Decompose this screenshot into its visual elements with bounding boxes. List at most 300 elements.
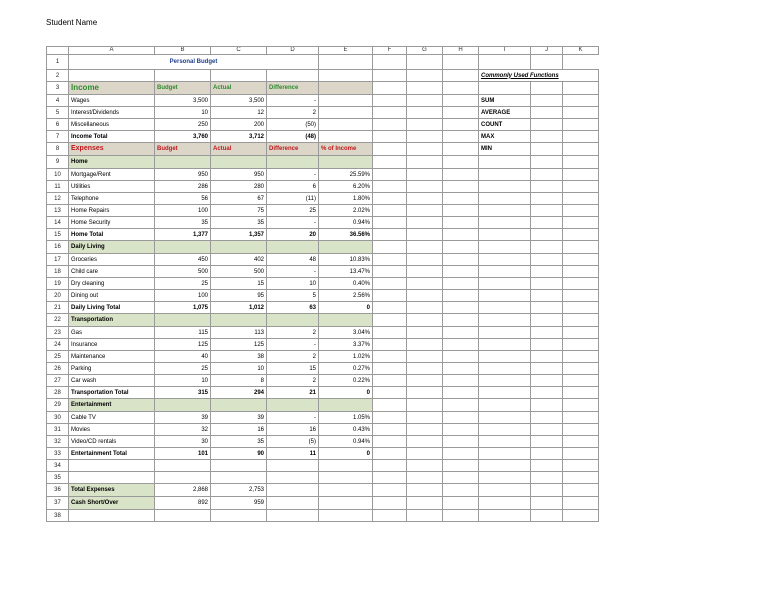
cell-f13[interactable] (373, 205, 407, 217)
cell-d2[interactable] (267, 70, 319, 82)
cell-j26[interactable] (531, 363, 563, 375)
cell-g38[interactable] (407, 510, 443, 522)
cell-h27[interactable] (443, 375, 479, 387)
cell-f34[interactable] (373, 460, 407, 472)
cell-j16[interactable] (531, 241, 563, 254)
cell-d21[interactable]: 63 (267, 302, 319, 314)
row-header[interactable]: 30 (47, 412, 69, 424)
cell-c3[interactable]: Actual (211, 82, 267, 95)
cell-e4[interactable] (319, 95, 373, 107)
cell-a6[interactable]: Miscellaneous (69, 119, 155, 131)
cell-a20[interactable]: Dining out (69, 290, 155, 302)
cell-f27[interactable] (373, 375, 407, 387)
cell-e16[interactable] (319, 241, 373, 254)
cell-h10[interactable] (443, 169, 479, 181)
cell-i22[interactable] (479, 314, 531, 327)
cell-d28[interactable]: 21 (267, 387, 319, 399)
cell-i12[interactable] (479, 193, 531, 205)
cell-f32[interactable] (373, 436, 407, 448)
cell-h13[interactable] (443, 205, 479, 217)
cell-a10[interactable]: Mortgage/Rent (69, 169, 155, 181)
cell-a15[interactable]: Home Total (69, 229, 155, 241)
cell-a19[interactable]: Dry cleaning (69, 278, 155, 290)
function-average[interactable]: AVERAGE (479, 107, 531, 119)
cell-f24[interactable] (373, 339, 407, 351)
cell-b12[interactable]: 56 (155, 193, 211, 205)
cell-a3[interactable]: Income (69, 82, 155, 95)
cell-c14[interactable]: 35 (211, 217, 267, 229)
cell-k35[interactable] (563, 472, 599, 484)
cell-d26[interactable]: 15 (267, 363, 319, 375)
cell-f1[interactable] (319, 55, 373, 70)
cell-g32[interactable] (407, 436, 443, 448)
cell-g1[interactable] (373, 55, 407, 70)
cell-c13[interactable]: 75 (211, 205, 267, 217)
cell-g34[interactable] (407, 460, 443, 472)
cell-g31[interactable] (407, 424, 443, 436)
cell-i14[interactable] (479, 217, 531, 229)
cell-k6[interactable] (563, 119, 599, 131)
cell-c24[interactable]: 125 (211, 339, 267, 351)
cell-d22[interactable] (267, 314, 319, 327)
cell-e10[interactable]: 25.59% (319, 169, 373, 181)
cell-e2[interactable] (319, 70, 373, 82)
cell-f20[interactable] (373, 290, 407, 302)
functions-heading[interactable]: Commonly Used Functions (479, 70, 599, 82)
cell-k12[interactable] (563, 193, 599, 205)
cell-d24[interactable]: - (267, 339, 319, 351)
row-header[interactable]: 21 (47, 302, 69, 314)
cell-f36[interactable] (373, 484, 407, 497)
row-header[interactable]: 36 (47, 484, 69, 497)
cell-h19[interactable] (443, 278, 479, 290)
cell-f10[interactable] (373, 169, 407, 181)
cell-e9[interactable] (319, 156, 373, 169)
cell-c2[interactable] (211, 70, 267, 82)
row-header[interactable]: 33 (47, 448, 69, 460)
cell-g27[interactable] (407, 375, 443, 387)
row-header[interactable]: 3 (47, 82, 69, 95)
row-header[interactable]: 22 (47, 314, 69, 327)
cell-j23[interactable] (531, 327, 563, 339)
cell-h14[interactable] (443, 217, 479, 229)
row-header[interactable]: 38 (47, 510, 69, 522)
cell-k18[interactable] (563, 266, 599, 278)
cell-g10[interactable] (407, 169, 443, 181)
row-header[interactable]: 15 (47, 229, 69, 241)
cell-a13[interactable]: Home Repairs (69, 205, 155, 217)
cell-g22[interactable] (407, 314, 443, 327)
cell-c17[interactable]: 402 (211, 254, 267, 266)
cell-e32[interactable]: 0.94% (319, 436, 373, 448)
cell-j37[interactable] (531, 497, 563, 510)
cell-k1[interactable] (531, 55, 563, 70)
cell-a24[interactable]: Insurance (69, 339, 155, 351)
cell-a28[interactable]: Transportation Total (69, 387, 155, 399)
row-header[interactable]: 26 (47, 363, 69, 375)
cell-j27[interactable] (531, 375, 563, 387)
cell-e37[interactable] (319, 497, 373, 510)
cell-g18[interactable] (407, 266, 443, 278)
cell-e7[interactable] (319, 131, 373, 143)
cell-h32[interactable] (443, 436, 479, 448)
cell-b27[interactable]: 10 (155, 375, 211, 387)
cell-a17[interactable]: Groceries (69, 254, 155, 266)
cell-c21[interactable]: 1,012 (211, 302, 267, 314)
cell-i23[interactable] (479, 327, 531, 339)
row-header[interactable]: 6 (47, 119, 69, 131)
cell-b31[interactable]: 32 (155, 424, 211, 436)
cell-h7[interactable] (443, 131, 479, 143)
cell-d13[interactable]: 25 (267, 205, 319, 217)
cell-f12[interactable] (373, 193, 407, 205)
cell-b2[interactable] (155, 70, 211, 82)
row-header[interactable]: 25 (47, 351, 69, 363)
cell-d30[interactable]: - (267, 412, 319, 424)
cell-j19[interactable] (531, 278, 563, 290)
cell-i13[interactable] (479, 205, 531, 217)
cell-h36[interactable] (443, 484, 479, 497)
cell-d14[interactable]: - (267, 217, 319, 229)
cell-d7[interactable]: (48) (267, 131, 319, 143)
cell-e22[interactable] (319, 314, 373, 327)
cell-j4[interactable] (531, 95, 563, 107)
cell-j18[interactable] (531, 266, 563, 278)
cell-h37[interactable] (443, 497, 479, 510)
cell-i3[interactable] (479, 82, 531, 95)
cell-c6[interactable]: 200 (211, 119, 267, 131)
cell-c37[interactable]: 959 (211, 497, 267, 510)
cell-i20[interactable] (479, 290, 531, 302)
cell-j5[interactable] (531, 107, 563, 119)
cell-i32[interactable] (479, 436, 531, 448)
cell-f29[interactable] (373, 399, 407, 412)
row-header[interactable]: 2 (47, 70, 69, 82)
cell-b33[interactable]: 101 (155, 448, 211, 460)
cell-a18[interactable]: Child care (69, 266, 155, 278)
column-header-c[interactable]: C (211, 47, 267, 55)
cell-h20[interactable] (443, 290, 479, 302)
column-header-a[interactable]: A (69, 47, 155, 55)
cell-h23[interactable] (443, 327, 479, 339)
cell-b28[interactable]: 315 (155, 387, 211, 399)
cell-f17[interactable] (373, 254, 407, 266)
cell-k33[interactable] (563, 448, 599, 460)
cell-d15[interactable]: 20 (267, 229, 319, 241)
cell-a12[interactable]: Telephone (69, 193, 155, 205)
cell-g3[interactable] (407, 82, 443, 95)
cell-j33[interactable] (531, 448, 563, 460)
cell-i38[interactable] (479, 510, 531, 522)
cell-j6[interactable] (531, 119, 563, 131)
cell-b35[interactable] (155, 472, 211, 484)
cell-f38[interactable] (373, 510, 407, 522)
cell-e23[interactable]: 3.04% (319, 327, 373, 339)
cell-f15[interactable] (373, 229, 407, 241)
cell-j34[interactable] (531, 460, 563, 472)
cell-a37[interactable]: Cash Short/Over (69, 497, 155, 510)
cell-j3[interactable] (531, 82, 563, 95)
column-header-f[interactable]: F (373, 47, 407, 55)
cell-e18[interactable]: 13.47% (319, 266, 373, 278)
cell-a29[interactable]: Entertainment (69, 399, 155, 412)
cell-c5[interactable]: 12 (211, 107, 267, 119)
cell-g28[interactable] (407, 387, 443, 399)
cell-f33[interactable] (373, 448, 407, 460)
cell-g17[interactable] (407, 254, 443, 266)
cell-c10[interactable]: 950 (211, 169, 267, 181)
cell-k19[interactable] (563, 278, 599, 290)
cell-i26[interactable] (479, 363, 531, 375)
cell-b10[interactable]: 950 (155, 169, 211, 181)
cell-k16[interactable] (563, 241, 599, 254)
cell-b14[interactable]: 35 (155, 217, 211, 229)
cell-f19[interactable] (373, 278, 407, 290)
cell-k23[interactable] (563, 327, 599, 339)
cell-k13[interactable] (563, 205, 599, 217)
cell-j10[interactable] (531, 169, 563, 181)
cell-j14[interactable] (531, 217, 563, 229)
column-header-j[interactable]: J (531, 47, 563, 55)
cell-f18[interactable] (373, 266, 407, 278)
cell-g12[interactable] (407, 193, 443, 205)
cell-i27[interactable] (479, 375, 531, 387)
cell-e38[interactable] (319, 510, 373, 522)
cell-a34[interactable] (69, 460, 155, 472)
cell-b36[interactable]: 2,868 (155, 484, 211, 497)
cell-f2[interactable] (373, 70, 407, 82)
cell-h11[interactable] (443, 181, 479, 193)
cell-d36[interactable] (267, 484, 319, 497)
cell-g11[interactable] (407, 181, 443, 193)
cell-g13[interactable] (407, 205, 443, 217)
cell-k20[interactable] (563, 290, 599, 302)
cell-d16[interactable] (267, 241, 319, 254)
cell-h25[interactable] (443, 351, 479, 363)
cell-i34[interactable] (479, 460, 531, 472)
cell-f35[interactable] (373, 472, 407, 484)
cell-k31[interactable] (563, 424, 599, 436)
row-header[interactable]: 19 (47, 278, 69, 290)
cell-j22[interactable] (531, 314, 563, 327)
cell-e33[interactable]: 0 (319, 448, 373, 460)
cell-g14[interactable] (407, 217, 443, 229)
cell-g35[interactable] (407, 472, 443, 484)
cell-g9[interactable] (407, 156, 443, 169)
cell-k34[interactable] (563, 460, 599, 472)
cell-j15[interactable] (531, 229, 563, 241)
cell-j35[interactable] (531, 472, 563, 484)
cell-b15[interactable]: 1,377 (155, 229, 211, 241)
cell-c26[interactable]: 10 (211, 363, 267, 375)
cell-a22[interactable]: Transportation (69, 314, 155, 327)
row-header[interactable]: 35 (47, 472, 69, 484)
cell-e3[interactable] (319, 82, 373, 95)
cell-d34[interactable] (267, 460, 319, 472)
cell-a35[interactable] (69, 472, 155, 484)
cell-j29[interactable] (531, 399, 563, 412)
row-header[interactable]: 9 (47, 156, 69, 169)
cell-h16[interactable] (443, 241, 479, 254)
row-header[interactable]: 37 (47, 497, 69, 510)
cell-c34[interactable] (211, 460, 267, 472)
cell-g19[interactable] (407, 278, 443, 290)
cell-e28[interactable]: 0 (319, 387, 373, 399)
cell-a33[interactable]: Entertainment Total (69, 448, 155, 460)
cell-b3[interactable]: Budget (155, 82, 211, 95)
column-header-i[interactable]: I (479, 47, 531, 55)
cell-k26[interactable] (563, 363, 599, 375)
row-header[interactable]: 23 (47, 327, 69, 339)
cell-e20[interactable]: 2.56% (319, 290, 373, 302)
cell-d20[interactable]: 5 (267, 290, 319, 302)
cell-d5[interactable]: 2 (267, 107, 319, 119)
cell-f6[interactable] (373, 119, 407, 131)
cell-h2[interactable] (443, 70, 479, 82)
cell-c29[interactable] (211, 399, 267, 412)
cell-b30[interactable]: 39 (155, 412, 211, 424)
cell-f4[interactable] (373, 95, 407, 107)
column-header-e[interactable]: E (319, 47, 373, 55)
cell-d33[interactable]: 11 (267, 448, 319, 460)
cell-f16[interactable] (373, 241, 407, 254)
row-header[interactable]: 31 (47, 424, 69, 436)
cell-h17[interactable] (443, 254, 479, 266)
cell-k4[interactable] (563, 95, 599, 107)
cell-b17[interactable]: 450 (155, 254, 211, 266)
cell-k37[interactable] (563, 497, 599, 510)
cell-i15[interactable] (479, 229, 531, 241)
cell-e24[interactable]: 3.37% (319, 339, 373, 351)
row-header[interactable]: 14 (47, 217, 69, 229)
cell-b19[interactable]: 25 (155, 278, 211, 290)
cell-g26[interactable] (407, 363, 443, 375)
cell-j21[interactable] (531, 302, 563, 314)
cell-e35[interactable] (319, 472, 373, 484)
cell-e31[interactable]: 0.43% (319, 424, 373, 436)
cell-f31[interactable] (373, 424, 407, 436)
cell-d25[interactable]: 2 (267, 351, 319, 363)
cell-j11[interactable] (531, 181, 563, 193)
cell-a26[interactable]: Parking (69, 363, 155, 375)
cell-h18[interactable] (443, 266, 479, 278)
cell-e21[interactable]: 0 (319, 302, 373, 314)
cell-b6[interactable]: 250 (155, 119, 211, 131)
row-header[interactable]: 8 (47, 143, 69, 156)
cell-h29[interactable] (443, 399, 479, 412)
cell-a23[interactable]: Gas (69, 327, 155, 339)
cell-k8[interactable] (563, 143, 599, 156)
cell-f9[interactable] (373, 156, 407, 169)
row-header[interactable]: 11 (47, 181, 69, 193)
cell-e5[interactable] (319, 107, 373, 119)
cell-f30[interactable] (373, 412, 407, 424)
cell-c15[interactable]: 1,357 (211, 229, 267, 241)
cell-k25[interactable] (563, 351, 599, 363)
cell-g15[interactable] (407, 229, 443, 241)
cell-i28[interactable] (479, 387, 531, 399)
cell-a27[interactable]: Car wash (69, 375, 155, 387)
cell-j32[interactable] (531, 436, 563, 448)
cell-f23[interactable] (373, 327, 407, 339)
cell-a9[interactable]: Home (69, 156, 155, 169)
cell-g24[interactable] (407, 339, 443, 351)
cell-k22[interactable] (563, 314, 599, 327)
cell-c7[interactable]: 3,712 (211, 131, 267, 143)
cell-e15[interactable]: 36.56% (319, 229, 373, 241)
cell-b9[interactable] (155, 156, 211, 169)
cell-d6[interactable]: (50) (267, 119, 319, 131)
cell-j13[interactable] (531, 205, 563, 217)
cell-h5[interactable] (443, 107, 479, 119)
cell-h28[interactable] (443, 387, 479, 399)
cell-a5[interactable]: Interest/Dividends (69, 107, 155, 119)
cell-d10[interactable]: - (267, 169, 319, 181)
cell-d19[interactable]: 10 (267, 278, 319, 290)
cell-f21[interactable] (373, 302, 407, 314)
cell-i25[interactable] (479, 351, 531, 363)
cell-f5[interactable] (373, 107, 407, 119)
cell-b21[interactable]: 1,075 (155, 302, 211, 314)
cell-f25[interactable] (373, 351, 407, 363)
cell-f28[interactable] (373, 387, 407, 399)
row-header[interactable]: 7 (47, 131, 69, 143)
cell-k3[interactable] (563, 82, 599, 95)
cell-f22[interactable] (373, 314, 407, 327)
cell-g4[interactable] (407, 95, 443, 107)
cell-k32[interactable] (563, 436, 599, 448)
cell-j31[interactable] (531, 424, 563, 436)
cell-c9[interactable] (211, 156, 267, 169)
cell-a31[interactable]: Movies (69, 424, 155, 436)
cell-e29[interactable] (319, 399, 373, 412)
cell-b7[interactable]: 3,760 (155, 131, 211, 143)
cell-i11[interactable] (479, 181, 531, 193)
cell-j1[interactable] (479, 55, 531, 70)
cell-g20[interactable] (407, 290, 443, 302)
cell-c19[interactable]: 15 (211, 278, 267, 290)
function-count[interactable]: COUNT (479, 119, 531, 131)
cell-j9[interactable] (531, 156, 563, 169)
cell-b32[interactable]: 30 (155, 436, 211, 448)
cell-f8[interactable] (373, 143, 407, 156)
cell-k38[interactable] (563, 510, 599, 522)
cell-h12[interactable] (443, 193, 479, 205)
cell-k7[interactable] (563, 131, 599, 143)
cell-a4[interactable]: Wages (69, 95, 155, 107)
cell-h30[interactable] (443, 412, 479, 424)
cell-c30[interactable]: 39 (211, 412, 267, 424)
row-header[interactable]: 20 (47, 290, 69, 302)
cell-c4[interactable]: 3,500 (211, 95, 267, 107)
cell-b29[interactable] (155, 399, 211, 412)
cell-f3[interactable] (373, 82, 407, 95)
row-header[interactable]: 32 (47, 436, 69, 448)
cell-d35[interactable] (267, 472, 319, 484)
cell-c18[interactable]: 500 (211, 266, 267, 278)
cell-j7[interactable] (531, 131, 563, 143)
cell-c38[interactable] (211, 510, 267, 522)
cell-h22[interactable] (443, 314, 479, 327)
cell-f37[interactable] (373, 497, 407, 510)
cell-k10[interactable] (563, 169, 599, 181)
cell-b16[interactable] (155, 241, 211, 254)
cell-a2[interactable] (69, 70, 155, 82)
row-header[interactable]: 17 (47, 254, 69, 266)
cell-j38[interactable] (531, 510, 563, 522)
cell-g33[interactable] (407, 448, 443, 460)
cell-c25[interactable]: 38 (211, 351, 267, 363)
